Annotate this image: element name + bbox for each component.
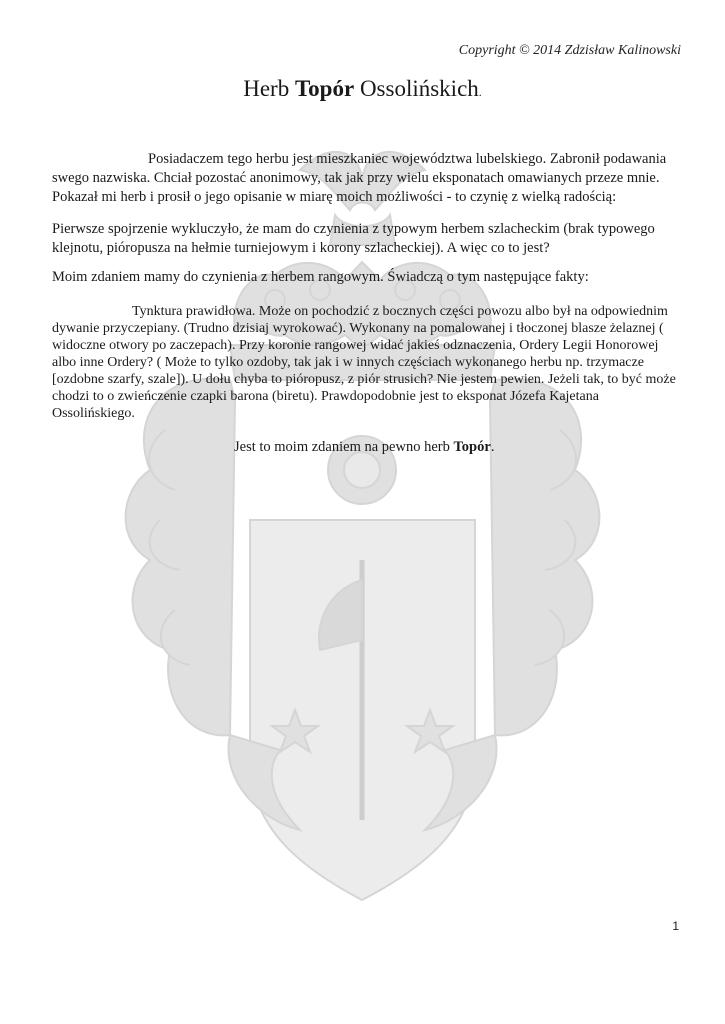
paragraph-5-prefix: Jest to moim zdaniem na pewno herb bbox=[234, 439, 454, 455]
paragraph-3: Moim zdaniem mamy do czynienia z herbem rangowym. Świadczą o tym następujące fakty: bbox=[52, 269, 589, 285]
paragraph-5 bbox=[234, 438, 634, 457]
paragraph-5-suffix: . bbox=[490, 439, 495, 455]
paragraph-2: Pierwsze spojrzenie wykluczyło, że mam do czynienia z typowym herbem szlacheckim (brak typowego klejnotu, pióropusza na hełmie turniejowym i korony szlacheckiej). A więc co to jest? bbox=[52, 221, 655, 256]
title-suffix: Ossolińskich bbox=[354, 76, 479, 101]
title-prefix: Herb bbox=[243, 76, 295, 101]
title-bold: Topór bbox=[294, 76, 355, 101]
page-number: 1 bbox=[672, 919, 679, 933]
paragraph-1: Posiadaczem tego herbu jest mieszkaniec województwa lubelskiego. Zabronił podawania swego nazwiska. Chciał pozostać anonimowy, tak jak przy wielu eksponatach omawianych przeze mnie. Pokazał mi herb i prosił o jego opisanie w miarę moich możliwości - to czynię z wielką radością: bbox=[52, 151, 667, 205]
paragraph-5-bold: Topór bbox=[453, 439, 491, 455]
copyright-notice: Copyright © 2014 Zdzisław Kalinowski bbox=[458, 43, 681, 58]
page-title bbox=[0, 76, 725, 102]
paragraph-4: Tynktura prawidłowa. Może on pochodzić z bocznych części powozu albo był na odpowiednim dywanie przyczepiany. (Trudno dzisiaj wyrokować). Wykonany na pomalowanej i tłoczonej blasze żelaznej ( widoczne otwory po zaczepach). Przy koronie rangowej widać jakieś odznaczenia, Ordery Legii Honorowej albo inne Ordery? ( Może to tylko ozdoby, tak jak i w innych częściach wykonanego herbu np. trzymacze [ozdobne szarfy, szale]). U dołu chyba to pióropusz, z piór strusich? Nie jestem pewien. Jeżeli tak, to być może chodzi to o zwieńczenie czapki barona (biretu). Prawdopodobnie jest to eksponat Józefa Kajetana Ossolińskiego. bbox=[52, 304, 676, 421]
title-dot: . bbox=[478, 85, 482, 99]
